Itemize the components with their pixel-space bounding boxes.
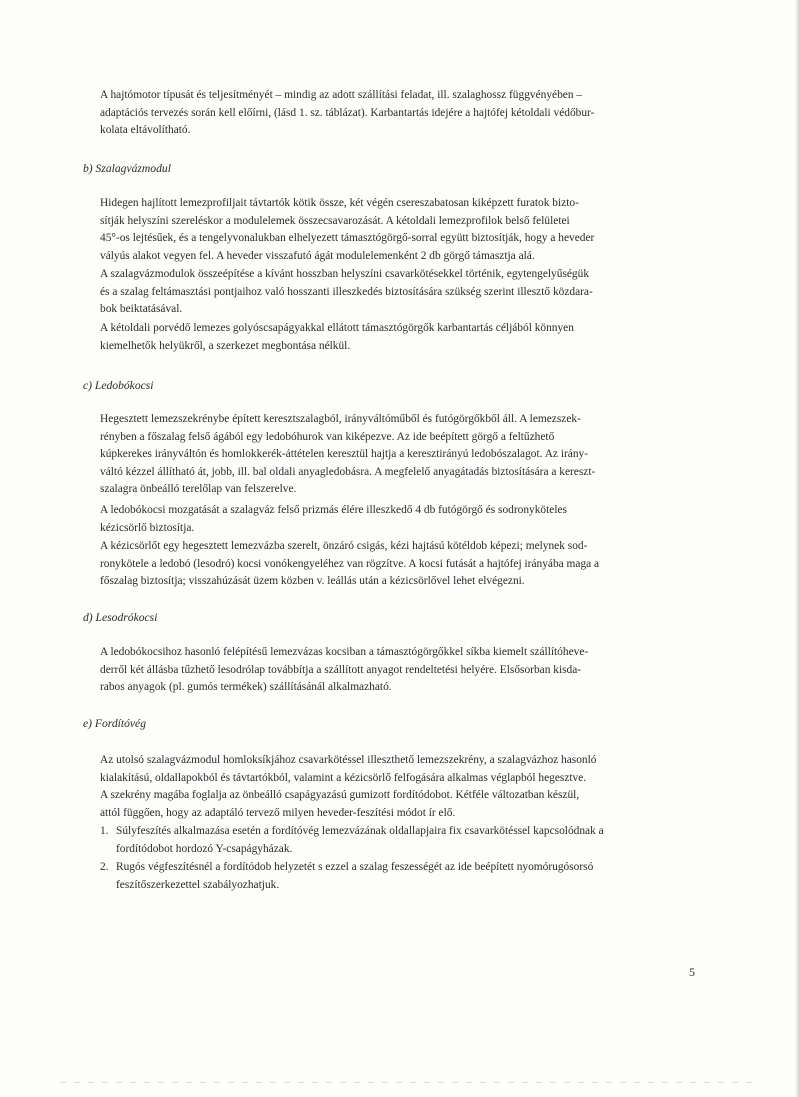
text-line: vályús alakot vegyen fel. A heveder visszafutó ágát modulelemenként 2 db görgő támasztja alá.	[100, 249, 535, 262]
text-line: 45°-os lejtésűek, és a tengelyvonalukban elhelyezett támasztógörgő-sorral együtt biztosítják, hogy a heveder	[100, 232, 595, 245]
text-line: attól függően, hogy az adaptáló tervező milyen heveder-feszítési módot ír elő.	[100, 806, 456, 819]
section-b-paragraph-2	[100, 266, 702, 319]
section-heading-d: d) Lesodrókocsi	[83, 611, 158, 624]
text-line: főszalag biztosítja; visszahúzását üzem közben v. leállás után a kézicsörlővel lehet elvégezni.	[100, 575, 525, 588]
list-item-number: 1.	[100, 825, 109, 837]
section-c-paragraph-3	[100, 538, 702, 591]
text-line: adaptációs tervezés során kell előírni, (lásd 1. sz. táblázat). Karbantartás idejére a hajtófej kétoldali védőbur-	[100, 106, 595, 119]
text-line: derről két állásba tűzhető lesodrólap továbbítja a szállított anyagot rendeltetési helyére. Elsősorban kisda-	[100, 663, 582, 676]
scan-bottom-smudge	[60, 1082, 760, 1083]
section-heading-c: c) Ledobókocsi	[83, 379, 154, 392]
text-line: Hegesztett lemezszekrénybe épített keresztszalagból, irányváltóműből és futógörgőkből áll. A lemezszek-	[100, 413, 581, 425]
text-line: A kétoldali porvédő lemezes golyóscsapágyakkal ellátott támasztógörgők karbantartás céljából könnyen	[100, 322, 574, 334]
section-heading-e: e) Fordítóvég	[83, 717, 146, 730]
list-item	[100, 823, 702, 858]
list-item	[100, 859, 702, 894]
text-line: kolata eltávolítható.	[100, 124, 191, 137]
text-line: rabos anyagok (pl. gumós termékek) szállításánál alkalmazható.	[100, 681, 392, 694]
text-line: A hajtómotor típusát és teljesítményét – mindig az adott szállítási feladat, ill. szalaghossz függvényében –	[100, 89, 583, 101]
text-line: kúpkerekes irányváltón és homlokkerék-áttételen keresztül hajtja a keresztirányú ledobószalagot. Az irány-	[100, 448, 589, 461]
text-line: ronykötele a ledobó (lesodró) kocsi vonókengyeléhez van rögzítve. A kocsi futását a hajtófej irányába maga a	[100, 557, 600, 570]
text-line: kialakítású, oldallapokból és távtartókból, valamint a kézicsörlő felfogására alkalmas véglapból hegesztve.	[100, 771, 587, 784]
text-line: Rugós végfeszítésnél a fordítódob helyzetét s ezzel a szalag feszességét az ide beépített nyomórugósorsó	[116, 861, 594, 873]
list-item-text	[116, 859, 702, 894]
text-line: A szalagvázmodulok összeépítése a kívánt hosszban helyszíni csavarkötésekkel történik, egytengelyűségük	[100, 268, 590, 280]
text-line: kézicsörlő biztosítja.	[100, 521, 195, 534]
section-e-paragraph-1	[100, 752, 702, 822]
page-number: 5	[689, 965, 695, 979]
scan-edge-shadow	[795, 0, 800, 1097]
list-item-text	[116, 823, 702, 858]
list-item-number: 2.	[100, 861, 109, 873]
text-line: feszítőszerkezettel szabályozhatjuk.	[116, 878, 280, 891]
section-b-paragraph-1	[100, 195, 702, 265]
section-c-paragraph-1	[100, 411, 702, 499]
section-b-paragraph-3	[100, 320, 702, 355]
text-line: A ledobókocsihoz hasonló felépítésű lemezvázas kocsiban a támasztógörgőkkel síkba kiemelt szállítóheve-	[100, 646, 589, 658]
text-line: A ledobókocsi mozgatását a szalagváz felső prizmás élére illeszkedő 4 db futógörgő és sodronyköteles	[100, 504, 567, 516]
text-line: és a szalag feltámasztási pontjaihoz való hosszanti illeszkedés biztosítására szükség szerint illesztő közdara-	[100, 285, 593, 298]
text-line: A kézicsörlőt egy hegesztett lemezvázba szerelt, önzáró csigás, kézi hajtású kötéldob képezi; melynek sod-	[100, 540, 588, 552]
section-heading-b: b) Szalagvázmodul	[83, 162, 171, 175]
text-line: Az utolsó szalagvázmodul homloksíkjához csavarkötéssel illeszthető lemezszekrény, a szalagvázhoz hasonló	[100, 754, 597, 766]
text-line: bok beiktatásával.	[100, 303, 183, 316]
text-line: sítják helyszíni szereléskor a modulelemek összecsavarozását. A kétoldali lemezprofilok belső felületei	[100, 214, 570, 227]
text-line: Hidegen hajlított lemezprofiljait távtartók kötik össze, két végén csereszabatosan kiképzett furatok bizto-	[100, 197, 579, 209]
text-line: szalagra önbeálló terelőlap van felszerelve.	[100, 483, 297, 496]
text-line: fordítódobot hordozó Y-csapágyházak.	[116, 842, 293, 855]
text-line: A szekrény magába foglalja az önbeálló csapágyazású gumizott fordítódobot. Kétféle változatban készül,	[100, 789, 580, 802]
intro-paragraph	[100, 87, 702, 140]
section-d-paragraph-1	[100, 644, 702, 697]
text-line: kiemelhetők helyükről, a szerkezet megbontása nélkül.	[100, 339, 351, 352]
section-c-paragraph-2	[100, 502, 702, 537]
text-line: váltó kézzel állítható át, jobb, ill. bal oldali anyagledobásra. A megfelelő anyagátadás biztosítására a kereszt-	[100, 465, 596, 478]
text-line: rényben a főszalag felső ágából egy ledobóhurok van kiképezve. Az ide beépített görgő a feltűzhető	[100, 430, 555, 443]
text-line: Súlyfeszítés alkalmazása esetén a fordítóvég lemezvázának oldallapjaira fix csavarkötéssel kapcsolódnak a	[116, 825, 604, 837]
